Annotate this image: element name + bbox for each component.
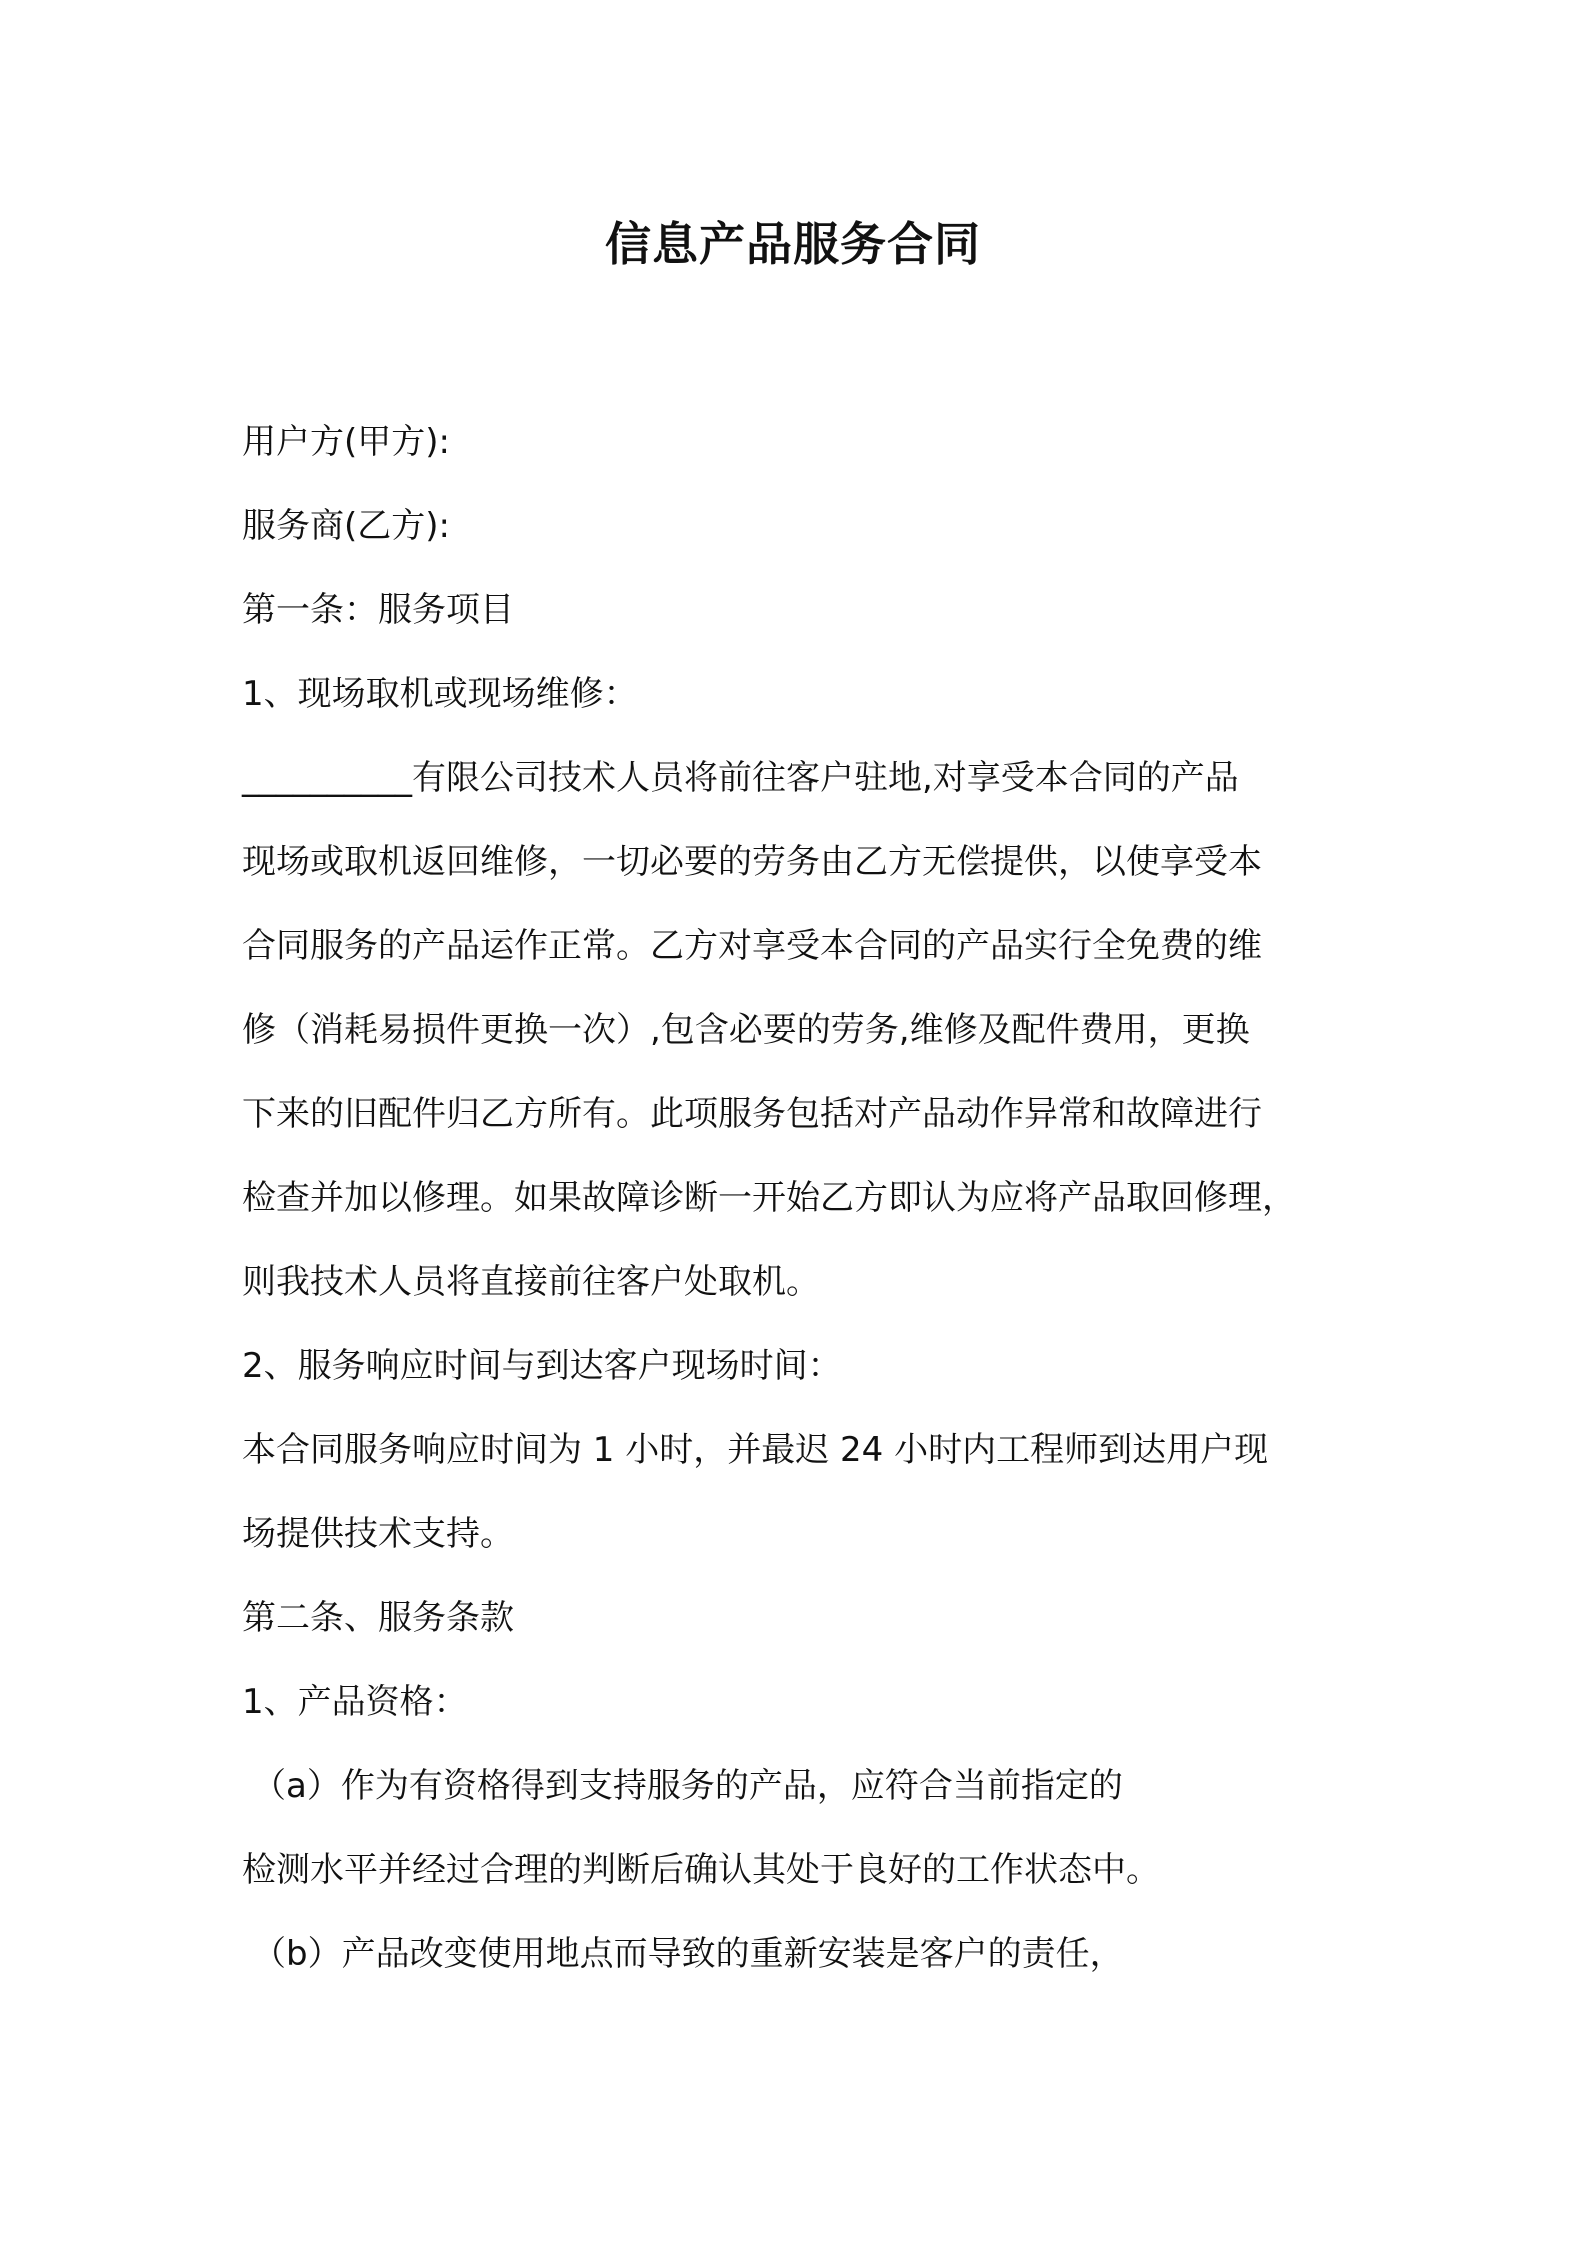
article-heading: 第一条：服务项目 <box>242 590 514 630</box>
sub-item-line: （a）作为有资格得到支持服务的产品，应符合当前指定的 <box>252 1766 1123 1806</box>
clause-heading: 1、产品资格： <box>242 1682 468 1722</box>
paragraph-line: 合同服务的产品运作正常。乙方对享受本合同的产品实行全免费的维 <box>242 926 1262 966</box>
clause-heading: 2、服务响应时间与到达客户现场时间： <box>242 1346 842 1386</box>
paragraph-line: 现场或取机返回维修，一切必要的劳务由乙方无偿提供，以使享受本 <box>242 842 1262 882</box>
paragraph-line: 本合同服务响应时间为 1 小时，并最迟 24 小时内工程师到达用户现 <box>242 1430 1269 1470</box>
document-body <box>242 400 1382 1996</box>
sub-item-line: （b）产品改变使用地点而导致的重新安装是客户的责任， <box>252 1934 1124 1974</box>
paragraph-line: 修（消耗易损件更换一次）,包含必要的劳务,维修及配件费用，更换 <box>242 1010 1250 1050</box>
paragraph-line: 场提供技术支持。 <box>242 1514 514 1554</box>
article-heading: 第二条、服务条款 <box>242 1598 514 1638</box>
party-a-line: 用户方(甲方): <box>242 422 450 462</box>
party-b-line: 服务商(乙方): <box>242 506 450 546</box>
paragraph-line: 下来的旧配件归乙方所有。此项服务包括对产品动作异常和故障进行 <box>242 1094 1262 1134</box>
paragraph-line: 检测水平并经过合理的判断后确认其处于良好的工作状态中。 <box>242 1850 1160 1890</box>
paragraph-line: 检查并加以修理。如果故障诊断一开始乙方即认为应将产品取回修理， <box>242 1178 1296 1218</box>
clause-heading: 1、现场取机或现场维修： <box>242 674 638 714</box>
document-title: 信息产品服务合同 <box>605 217 981 271</box>
paragraph-line: __________有限公司技术人员将前往客户驻地,对享受本合同的产品 <box>242 758 1239 798</box>
paragraph-line: 则我技术人员将直接前往客户处取机。 <box>242 1262 820 1302</box>
